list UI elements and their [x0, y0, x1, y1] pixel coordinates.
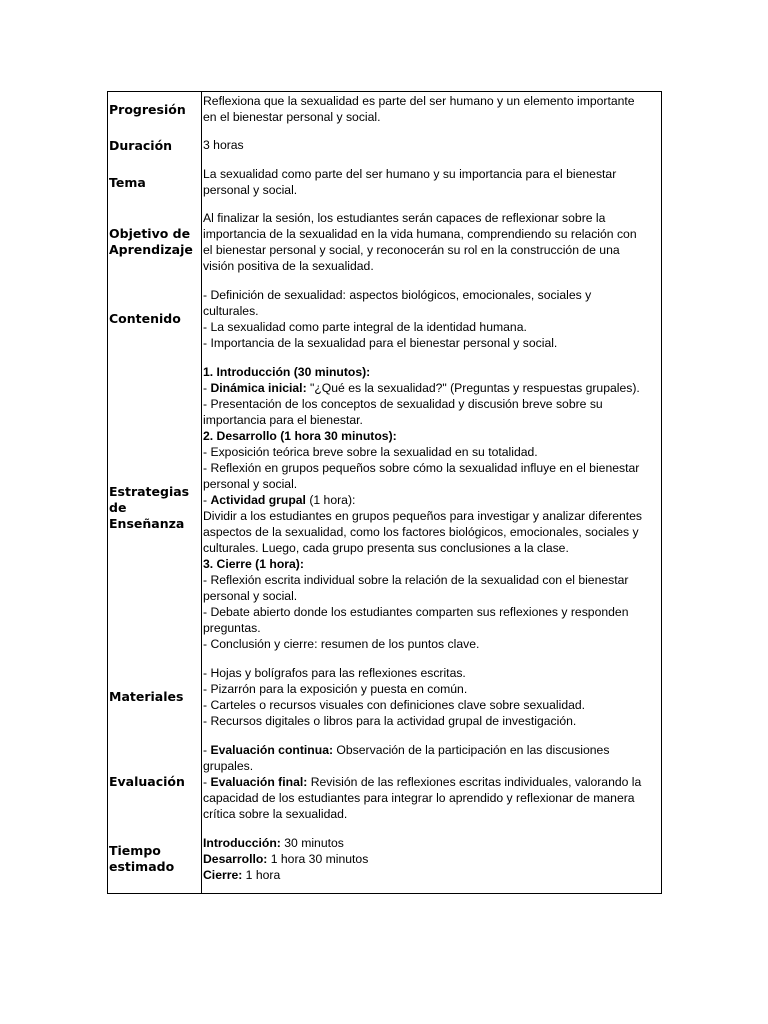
- label-objetivo: [109, 226, 199, 258]
- text-suffix: Revisión de las reflexiones escritas individuales, valorando la: [307, 775, 642, 789]
- text-line: [203, 556, 659, 572]
- value-evaluacion: [203, 742, 659, 822]
- text-line: - Recursos digitales o libros para la actividad grupal de investigación.: [203, 714, 577, 728]
- text-line: [203, 380, 659, 396]
- text-line: personal y social.: [203, 477, 298, 491]
- text-line: - Importancia de la sexualidad para el bienestar personal y social.: [203, 336, 558, 350]
- text-line: - Presentación de los conceptos de sexualidad y discusión breve sobre su: [203, 397, 603, 411]
- text-suffix: Observación de la participación en las discusiones: [333, 743, 610, 757]
- text-line: preguntas.: [203, 621, 261, 635]
- label-estrategias: [109, 484, 199, 532]
- value-materiales: [203, 665, 659, 729]
- text-line: - Reflexión escrita individual sobre la relación de la sexualidad con el bienestar: [203, 573, 629, 587]
- text-line: en el bienestar personal y social.: [203, 110, 381, 124]
- text-line: - Reflexión en grupos pequeños sobre cómo la sexualidad influye en el bienestar: [203, 461, 640, 475]
- label-tema: Tema: [109, 174, 146, 190]
- label-evaluacion: Evaluación: [109, 774, 185, 789]
- text-line: [203, 774, 659, 790]
- text-line: - La sexualidad como parte integral de la identidad humana.: [203, 320, 527, 334]
- label-line: Enseñanza: [109, 516, 185, 531]
- text-line: [203, 492, 659, 508]
- text-line: personal y social.: [203, 589, 298, 603]
- row-evaluacion: [108, 741, 661, 823]
- label-line: de: [109, 500, 127, 515]
- text-line: culturales.: [203, 304, 259, 318]
- bold-text: Actividad grupal: [210, 493, 306, 507]
- text-line: [203, 851, 659, 867]
- text-line: - Pizarrón para la exposición y puesta en común.: [203, 682, 468, 696]
- text-suffix: "¿Qué es la sexualidad?" (Preguntas y respuestas grupales).: [306, 381, 640, 395]
- row-contenido: [108, 286, 661, 352]
- value-estrategias: [203, 364, 659, 652]
- bold-text: Evaluación continua:: [210, 743, 334, 757]
- text-line: [203, 867, 659, 883]
- text-prefix: -: [203, 743, 211, 757]
- value-tiempo: [203, 835, 659, 883]
- text-line: - Debate abierto donde los estudiantes comparten sus reflexiones y responden: [203, 605, 629, 619]
- text-prefix: -: [203, 775, 211, 789]
- text-line: [203, 428, 659, 444]
- bold-text: Desarrollo:: [203, 852, 268, 866]
- label-line: Tiempo: [109, 843, 161, 858]
- text-suffix: 1 hora 30 minutos: [267, 852, 369, 866]
- row-estrategias: [108, 363, 661, 653]
- bold-text: 1. Introducción (30 minutos):: [203, 365, 371, 379]
- text-line: Dividir a los estudiantes en grupos pequeños para investigar y analizar diferentes: [203, 509, 643, 523]
- label-tiempo: [109, 843, 199, 875]
- bold-text: 2. Desarrollo (1 hora 30 minutos):: [203, 429, 397, 443]
- row-progresion: [108, 92, 661, 127]
- value-contenido: [203, 287, 659, 351]
- label-duracion: Duración: [109, 137, 173, 153]
- text-line: importancia para el bienestar.: [203, 413, 363, 427]
- text-suffix: (1 hora):: [305, 493, 356, 507]
- label-materiales: Materiales: [109, 689, 184, 704]
- label-progresion: Progresión: [109, 101, 186, 117]
- text-line: Al finalizar la sesión, los estudiantes serán capaces de reflexionar sobre la: [203, 211, 606, 225]
- text-line: Reflexiona que la sexualidad es parte del ser humano y un elemento importante: [203, 94, 635, 108]
- bold-text: Evaluación final:: [210, 775, 308, 789]
- text-line: importancia de la sexualidad en la vida humana, comprendiendo su relación con: [203, 227, 637, 241]
- text-suffix: 30 minutos: [280, 836, 344, 850]
- lesson-plan-table: [107, 91, 662, 894]
- label-contenido: Contenido: [109, 311, 181, 326]
- text-suffix: 1 hora: [242, 868, 281, 882]
- text-line: [203, 742, 659, 758]
- text-line: el bienestar personal y social, y reconocerán su rol en la construcción de una: [203, 243, 620, 257]
- bold-text: 3. Cierre (1 hora):: [203, 557, 304, 571]
- label-line: estimado: [109, 859, 175, 874]
- text-line: culturales. Luego, cada grupo presenta sus conclusiones a la clase.: [203, 541, 569, 555]
- value-objetivo: [203, 210, 659, 274]
- value-progresion: [203, 93, 659, 125]
- row-duracion: [108, 135, 661, 156]
- row-objetivo: [108, 209, 661, 275]
- bold-text: Dinámica inicial:: [210, 381, 307, 395]
- label-line: Estrategias: [109, 484, 190, 499]
- text-line: grupales.: [203, 759, 254, 773]
- bold-text: Cierre:: [203, 868, 243, 882]
- text-line: capacidad de los estudiantes para integrar lo aprendido y reflexionar de manera: [203, 791, 635, 805]
- text-line: crítica sobre la sexualidad.: [203, 807, 348, 821]
- text-prefix: -: [203, 493, 211, 507]
- bold-text: Introducción:: [203, 836, 281, 850]
- row-tema: [108, 165, 661, 200]
- text-line: La sexualidad como parte del ser humano y su importancia para el bienestar: [203, 167, 617, 181]
- text-line: [203, 364, 659, 380]
- text-line: aspectos de la sexualidad, como los factores biológicos, emocionales, sociales y: [203, 525, 639, 539]
- text-line: - Conclusión y cierre: resumen de los puntos clave.: [203, 637, 480, 651]
- text-line: - Carteles o recursos visuales con definiciones clave sobre sexualidad.: [203, 698, 586, 712]
- text-line: 3 horas: [203, 138, 244, 152]
- value-tema: [203, 166, 659, 198]
- text-line: [203, 835, 659, 851]
- value-duracion: [203, 137, 659, 153]
- row-materiales: [108, 664, 661, 730]
- text-line: - Exposición teórica breve sobre la sexualidad en su totalidad.: [203, 445, 538, 459]
- label-line: Objetivo de: [109, 226, 191, 241]
- text-line: - Hojas y bolígrafos para las reflexiones escritas.: [203, 666, 466, 680]
- text-line: visión positiva de la sexualidad.: [203, 259, 374, 273]
- text-prefix: -: [203, 381, 211, 395]
- text-line: personal y social.: [203, 183, 298, 197]
- label-line: Aprendizaje: [109, 242, 193, 257]
- row-tiempo: [108, 834, 661, 884]
- text-line: - Definición de sexualidad: aspectos biológicos, emocionales, sociales y: [203, 288, 592, 302]
